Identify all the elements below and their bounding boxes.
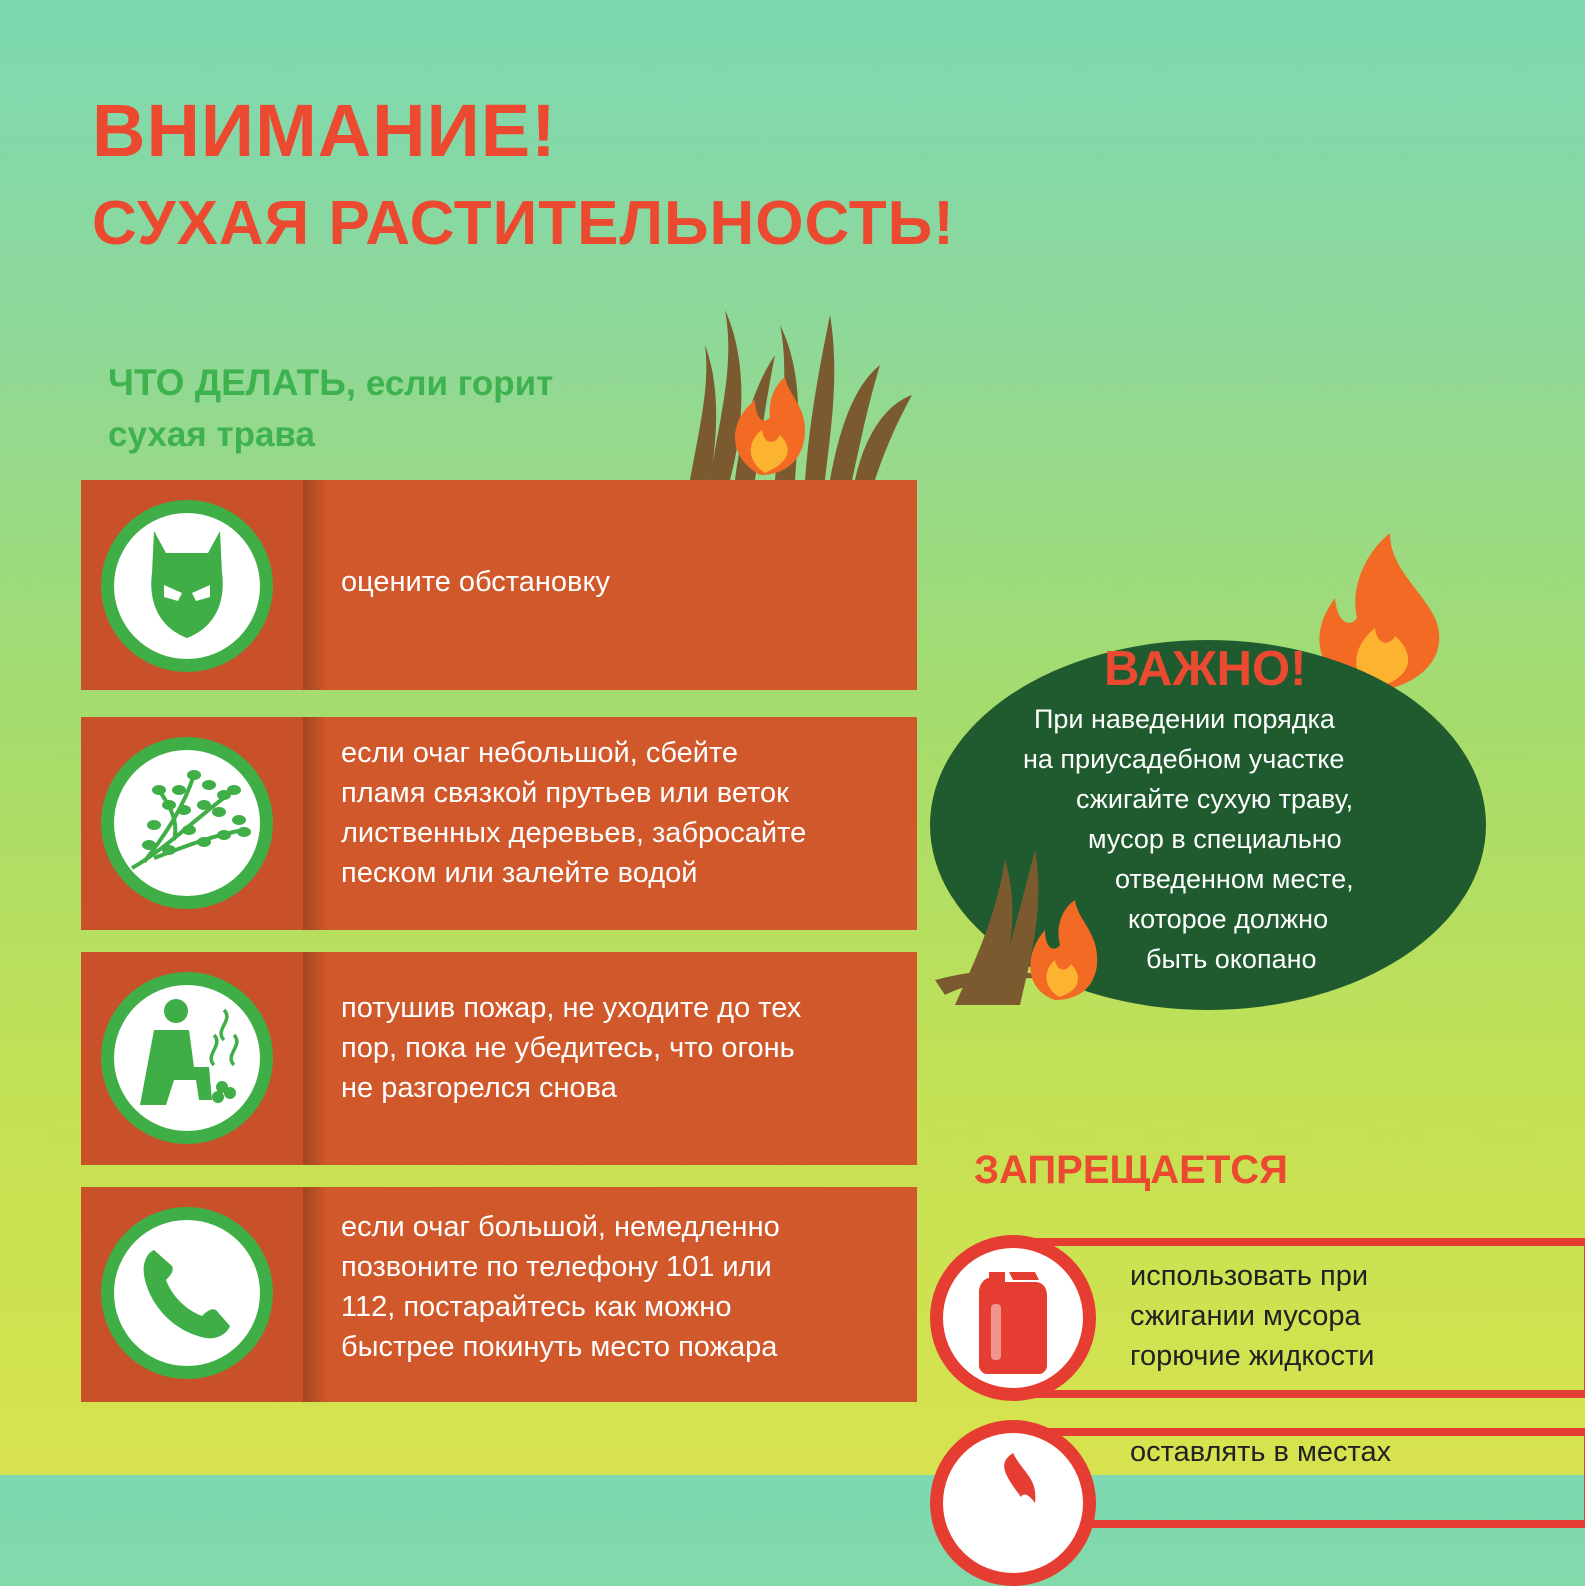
important-line: отведенном месте, — [1115, 864, 1354, 894]
step-icon-circle — [101, 500, 273, 672]
forbidden-icon-circle — [930, 1420, 1096, 1586]
what-to-do-heading-bold: ЧТО ДЕЛАТЬ, — [108, 362, 357, 403]
important-line: на приусадебном участке — [1023, 744, 1345, 774]
what-to-do-heading-line2: сухая трава — [108, 415, 315, 454]
step-assess — [81, 480, 917, 690]
important-line: быть окопано — [1146, 944, 1317, 974]
step-call-emergency — [81, 1187, 917, 1402]
title-attention: ВНИМАНИЕ! — [92, 89, 557, 172]
step-text: если очаг большой, немедленно позвоните по телефону 101 или 112, постарайтесь как можно быстрее покинуть место пожара — [341, 1211, 780, 1363]
important-title: ВАЖНО! — [1104, 642, 1307, 696]
important-line: мусор в специально — [1088, 824, 1342, 854]
what-to-do-heading — [108, 358, 553, 460]
important-line: При наведении порядка — [1034, 704, 1335, 734]
mask-icon — [114, 513, 260, 659]
what-to-do-heading-rest: если горит — [356, 364, 554, 403]
canister-icon — [943, 1248, 1083, 1388]
step-small-fire — [81, 717, 917, 930]
person-extinguishing-icon — [114, 985, 260, 1131]
forbidden-item-text: оставлять в местах — [1130, 1436, 1392, 1468]
step-text: потушив пожар, не уходите до тех пор, пока не убедитесь, что огонь не разгорелся снова — [341, 992, 802, 1104]
step-text: если очаг небольшой, сбейте пламя связкой прутьев или веток лиственных деревьев, забросайте песком или залейте водой — [341, 737, 807, 889]
step-icon-circle — [101, 737, 273, 909]
forbidden-heading: ЗАПРЕЩАЕТСЯ — [974, 1148, 1288, 1192]
branches-icon — [114, 750, 260, 896]
burning-grass-icon — [680, 305, 920, 485]
step-stay-until-extinguished — [81, 952, 917, 1165]
important-line: сжигайте сухую траву, — [1076, 784, 1354, 814]
step-text: оцените обстановку — [341, 566, 610, 598]
burning-grass-icon — [935, 830, 1135, 1010]
forbidden-item-text: использовать при сжигании мусора горючие жидкости — [1130, 1260, 1375, 1372]
phone-icon — [114, 1220, 260, 1366]
title-dry-vegetation: СУХАЯ РАСТИТЕЛЬНОСТЬ! — [92, 189, 955, 258]
important-line: которое должно — [1128, 904, 1329, 934]
step-icon-circle — [101, 972, 273, 1144]
step-icon-circle — [101, 1207, 273, 1379]
fire-icon — [943, 1433, 1083, 1573]
forbidden-icon-circle — [930, 1235, 1096, 1401]
